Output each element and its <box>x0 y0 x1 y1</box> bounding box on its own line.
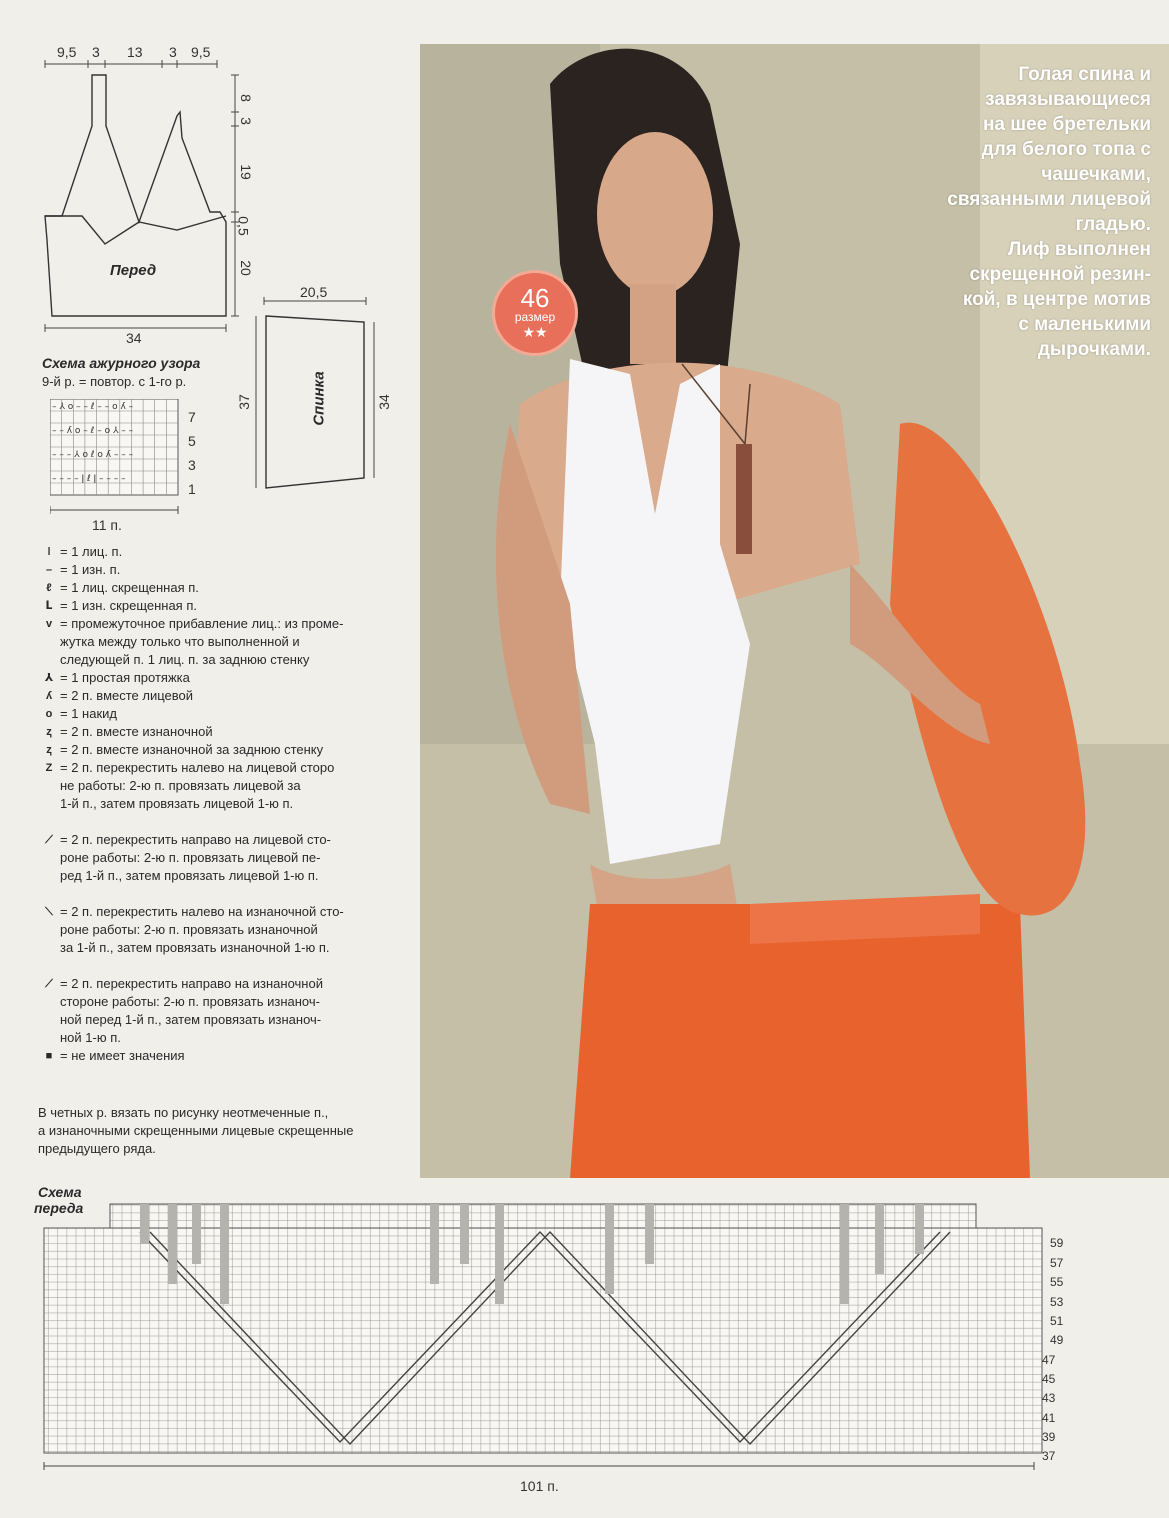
lace-row-3: 3 <box>188 457 196 473</box>
back-top-dim: 20,5 <box>300 284 328 300</box>
legend-text: = 1 лиц. п. <box>60 544 123 559</box>
caption-line: кой, в центре мотив <box>962 289 1151 310</box>
legend-row <box>38 849 398 867</box>
front-row-57: 57 <box>1050 1256 1064 1270</box>
lace-width-dimension <box>50 505 190 515</box>
stitch-symbol-icon: ⟋ <box>45 834 53 846</box>
caption-line: Голая спина и <box>1018 64 1151 85</box>
stitch-symbol-icon: ʎ <box>45 690 53 702</box>
svg-text:– – ʎ o – ℓ – o ⅄ – –: – – ʎ o – ℓ – o ⅄ – – <box>52 426 134 436</box>
caption-line: скрещенной резин- <box>969 264 1151 285</box>
caption-line: гладью. <box>1075 214 1151 235</box>
dim-top-4: 3 <box>169 44 177 60</box>
back-right-dim: 34 <box>375 394 392 410</box>
legend-text: = 2 п. перекрестить налево на лицевой сторо <box>60 760 335 775</box>
symbol-legend <box>38 543 398 1065</box>
legend-text: = 1 изн. скрещенная п. <box>60 598 197 613</box>
stitch-symbol-icon: Z <box>45 762 53 774</box>
legend-text: = 1 накид <box>60 706 117 721</box>
legend-text: роне работы: 2-ю п. провязать изнаночной <box>60 922 318 937</box>
caption-line: связанными лицевой <box>947 189 1151 210</box>
stitch-symbol-icon <box>38 795 60 813</box>
legend-row <box>38 687 398 705</box>
legend-row <box>38 813 398 831</box>
legend-text <box>60 813 398 831</box>
size-label: размер <box>514 310 556 324</box>
legend-text: = 2 п. вместе изнаночной за заднюю стенку <box>60 742 324 757</box>
back-left-dim: 37 <box>235 394 252 410</box>
legend-text: = 2 п. перекрестить направо на лицевой сто- <box>60 832 331 847</box>
legend-text <box>60 957 398 975</box>
front-row-59: 59 <box>1050 1236 1064 1250</box>
legend-row <box>38 615 398 633</box>
legend-row <box>38 759 398 777</box>
front-chart-title-2: переда <box>34 1200 84 1216</box>
back-piece-diagram <box>236 282 406 497</box>
front-row-41: 41 <box>1042 1411 1056 1425</box>
legend-text <box>60 885 398 903</box>
front-row-49: 49 <box>1050 1333 1064 1347</box>
front-row-51: 51 <box>1050 1314 1064 1328</box>
dim-top-2: 3 <box>92 44 100 60</box>
legend-text: = 2 п. перекрестить направо на изнаночной <box>60 976 323 991</box>
legend-text: = 1 простая протяжка <box>60 670 190 685</box>
stitch-symbol-icon: ⟍ <box>45 906 53 918</box>
lace-chart-grid <box>50 399 190 499</box>
legend-text: жутка между только что выполненной и <box>60 634 300 649</box>
legend-row <box>38 921 398 939</box>
dim-side-3: 19 <box>237 164 254 180</box>
back-piece-label: Спинка <box>310 371 328 426</box>
legend-row <box>38 867 398 885</box>
legend-text: ной перед 1-й п., затем провязать изнаноч- <box>60 1012 322 1027</box>
front-row-55: 55 <box>1050 1275 1064 1289</box>
legend-text: ной 1-ю п. <box>60 1030 121 1045</box>
model-photo <box>420 44 1169 1178</box>
stitch-symbol-icon <box>38 813 60 831</box>
legend-text: ред 1-й п., затем провязать лицевой 1-ю п. <box>60 868 319 883</box>
legend-row <box>38 777 398 795</box>
front-piece-diagram <box>30 40 270 350</box>
lace-row-1: 1 <box>188 481 196 497</box>
note-line-3: предыдущего ряда. <box>38 1141 156 1156</box>
front-row-37: 37 <box>1042 1449 1056 1463</box>
lace-width-label: 11 п. <box>92 517 122 533</box>
legend-row <box>38 903 398 921</box>
legend-row <box>38 939 398 957</box>
lace-row-5: 5 <box>188 433 196 449</box>
legend-row <box>38 975 398 993</box>
stitch-symbol-icon <box>38 777 60 795</box>
legend-text: стороне работы: 2-ю п. провязать изнаноч- <box>60 994 320 1009</box>
legend-text: = не имеет значения <box>60 1048 185 1063</box>
stitch-symbol-icon <box>38 921 60 939</box>
note-line-2: а изнаночными скрещенными лицевые скрещенные <box>38 1123 354 1138</box>
stitch-symbol-icon: ⅄ <box>44 672 54 684</box>
stitch-symbol-icon <box>38 849 60 867</box>
legend-row <box>38 1029 398 1047</box>
front-row-47: 47 <box>1042 1353 1056 1367</box>
caption-line: чашечками, <box>1041 164 1151 185</box>
front-row-43: 43 <box>1042 1391 1056 1405</box>
front-chart-title-1: Схема <box>38 1184 82 1200</box>
stitch-symbol-icon <box>38 633 60 651</box>
legend-row <box>38 561 398 579</box>
stitch-symbol-icon: o <box>45 708 53 720</box>
svg-text:– – – – ǀ ℓ ǀ – – – –: – – – – ǀ ℓ ǀ – – – – <box>52 474 126 484</box>
legend-row <box>38 1047 398 1065</box>
front-row-39: 39 <box>1042 1430 1056 1444</box>
stitch-symbol-icon <box>38 651 60 669</box>
dim-side-1: 8 <box>237 94 254 102</box>
legend-text: за 1-й п., затем провязать изнаночной 1-ю п. <box>60 940 330 955</box>
difficulty-stars: ★★ <box>522 324 548 340</box>
dim-side-5: 20 <box>237 260 254 276</box>
stitch-symbol-icon: ǀ <box>47 546 51 558</box>
lace-chart-title: Схема ажурного узора <box>42 355 201 371</box>
front-piece-label: Перед <box>110 262 157 279</box>
caption-line: с маленькими <box>1018 314 1151 335</box>
legend-row <box>38 831 398 849</box>
legend-text: = 2 п. вместе лицевой <box>60 688 194 703</box>
legend-row <box>38 885 398 903</box>
legend-row <box>38 795 398 813</box>
legend-row <box>38 597 398 615</box>
caption-line: для белого топа с <box>981 139 1151 160</box>
svg-text:– ⅄ o – – ℓ – – o ʎ –: – ⅄ o – – ℓ – – o ʎ – <box>52 402 134 412</box>
stitch-symbol-icon: ᒪ <box>45 600 53 612</box>
dim-top-3: 13 <box>127 44 143 60</box>
even-rows-note <box>38 1104 398 1158</box>
legend-row <box>38 1011 398 1029</box>
caption-line: дырочками. <box>1037 339 1151 360</box>
legend-text: = 2 п. перекрестить налево на изнаночной сто- <box>60 904 344 919</box>
dim-side-2: 3 <box>237 117 254 125</box>
stitch-symbol-icon <box>38 993 60 1011</box>
front-piece-outline <box>30 40 270 350</box>
legend-text: роне работы: 2-ю п. провязать лицевой пе- <box>60 850 321 865</box>
lace-chart-block <box>38 355 238 535</box>
legend-row <box>38 669 398 687</box>
front-chart-block <box>30 1182 1090 1492</box>
stitch-symbol-icon: – <box>45 564 53 576</box>
legend-text: 1-й п., затем провязать лицевой 1-ю п. <box>60 796 294 811</box>
stitch-symbol-icon <box>38 867 60 885</box>
stitch-symbol-icon <box>38 957 60 975</box>
size-number: 46 <box>520 283 550 313</box>
front-row-53: 53 <box>1050 1295 1064 1309</box>
legend-row <box>38 633 398 651</box>
dim-side-4: 0,5 <box>235 216 252 236</box>
legend-row <box>38 723 398 741</box>
legend-text: не работы: 2-ю п. провязать лицевой за <box>60 778 301 793</box>
stitch-symbol-icon: ⟋ <box>45 978 53 990</box>
legend-row <box>38 543 398 561</box>
legend-text: следующей п. 1 лиц. п. за заднюю стенку <box>60 652 310 667</box>
size-badge <box>492 270 578 356</box>
legend-text: = 2 п. вместе изнаночной <box>60 724 213 739</box>
stitch-symbol-icon: ℓ <box>46 582 52 594</box>
caption-line: Лиф выполнен <box>1007 239 1151 260</box>
legend-row <box>38 741 398 759</box>
legend-text: = промежуточное прибавление лиц.: из проме- <box>60 616 344 631</box>
caption-line: завязывающиеся <box>985 89 1151 110</box>
stitch-symbol-icon: ⱬ <box>46 726 52 738</box>
stitch-symbol-icon: ⱬ <box>46 744 52 756</box>
lace-row-7: 7 <box>188 409 196 425</box>
blank-cell-icon: ■ <box>45 1050 53 1062</box>
front-chart-grid <box>30 1182 1090 1492</box>
legend-row <box>38 993 398 1011</box>
legend-row <box>38 705 398 723</box>
legend-row <box>38 579 398 597</box>
stitch-symbol-icon <box>38 939 60 957</box>
lace-chart-subtitle: 9-й р. = повтор. с 1-го р. <box>42 374 187 389</box>
photo-caption <box>891 62 1151 362</box>
dim-top-5: 9,5 <box>191 44 211 60</box>
dim-top-1: 9,5 <box>57 44 77 60</box>
front-bottom-dim: 34 <box>126 330 142 346</box>
stitch-symbol-icon <box>38 885 60 903</box>
front-row-45: 45 <box>1042 1372 1056 1386</box>
legend-row <box>38 651 398 669</box>
caption-line: на шее бретельки <box>982 114 1151 135</box>
legend-text: = 1 изн. п. <box>60 562 121 577</box>
svg-text:– – – ⅄ o ℓ o ʎ – – –: – – – ⅄ o ℓ o ʎ – – – <box>52 450 134 460</box>
note-line-1: В четных р. вязать по рисунку неотмеченные п., <box>38 1105 329 1120</box>
legend-row <box>38 957 398 975</box>
stitch-symbol-icon <box>38 1011 60 1029</box>
stitch-symbol-icon: v <box>45 618 53 630</box>
stitch-symbol-icon <box>38 1029 60 1047</box>
legend-text: = 1 лиц. скрещенная п. <box>60 580 199 595</box>
front-width-label: 101 п. <box>520 1478 559 1494</box>
